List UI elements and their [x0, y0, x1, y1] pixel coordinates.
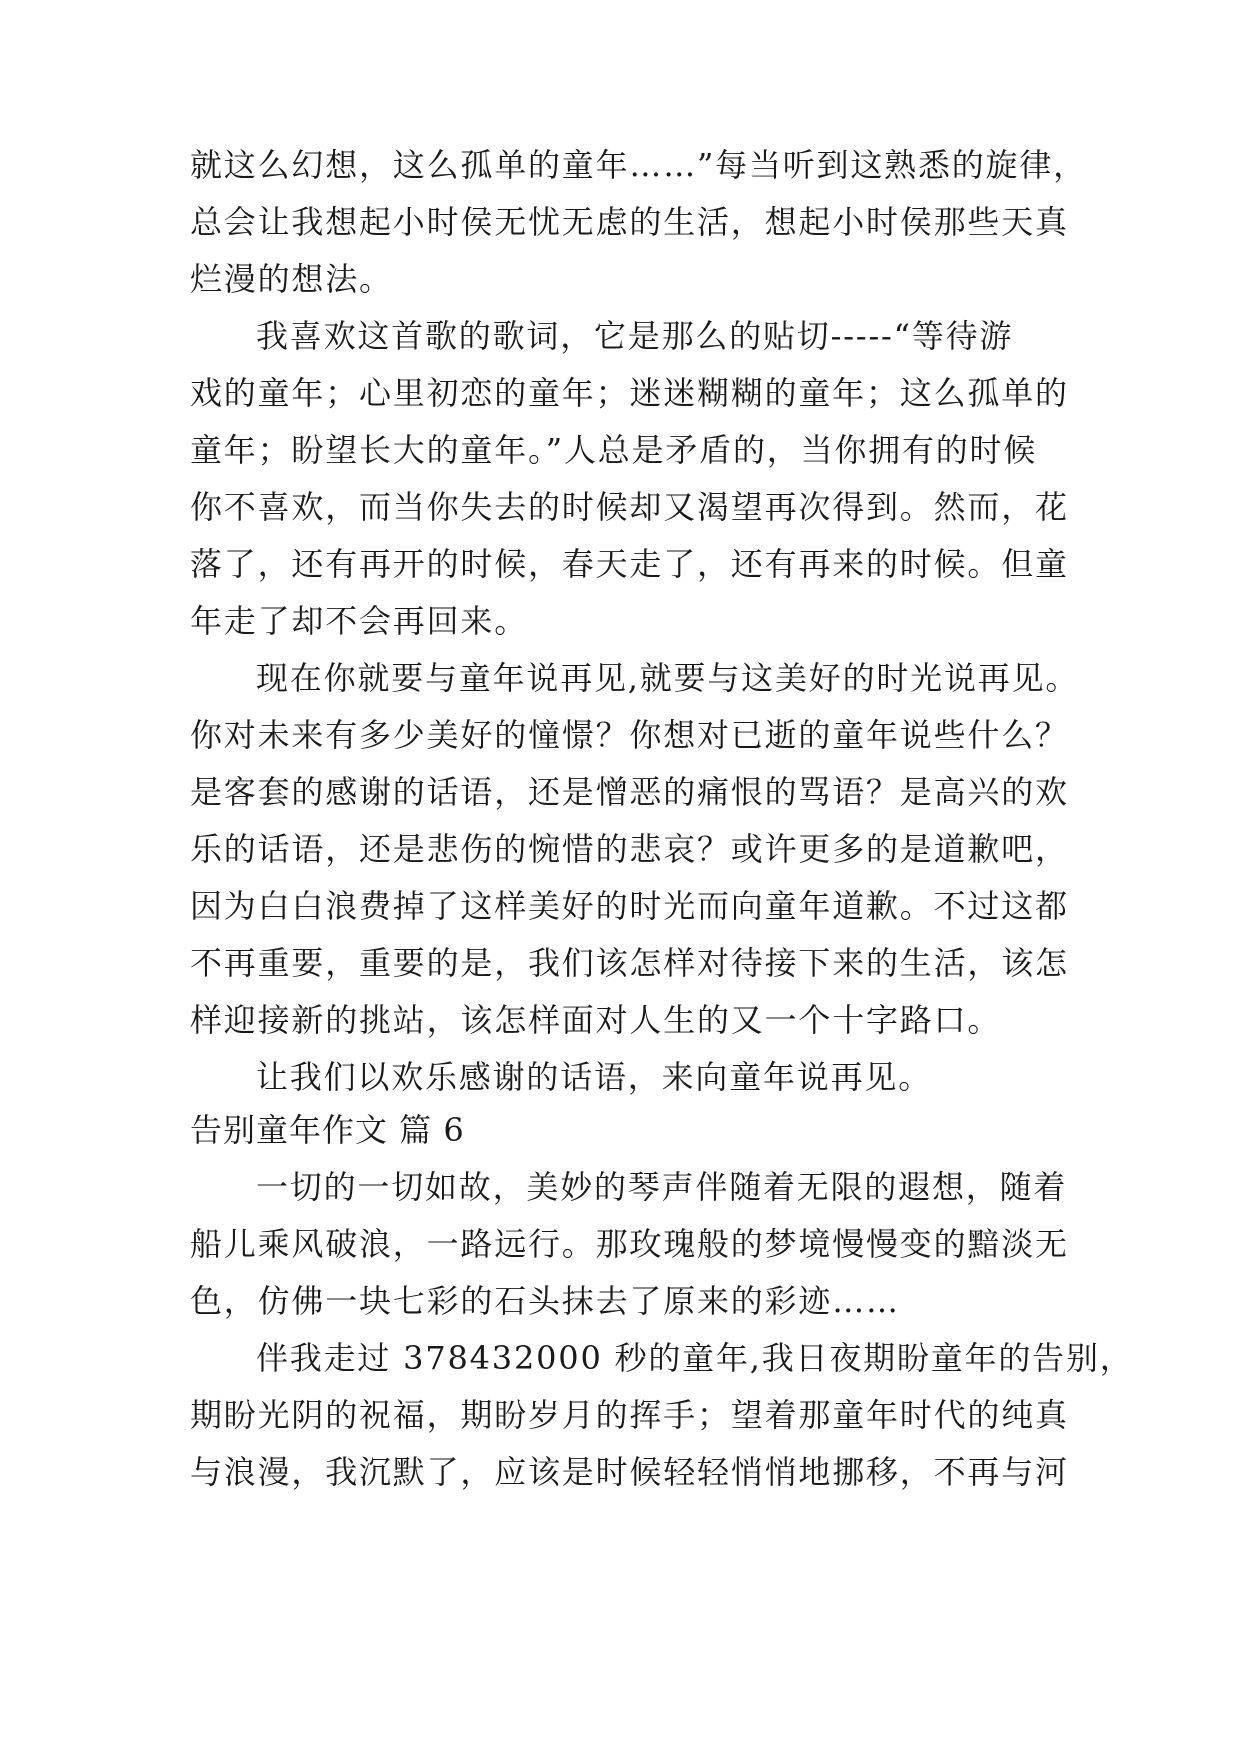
text-line: 色，仿佛一块七彩的石头抹去了原来的彩迹…… [190, 1282, 900, 1320]
text-line: 总会让我想起小时侯无忧无虑的生活，想起小时侯那些天真 [190, 203, 1069, 241]
section-heading: 告别童年作文 篇 6 [190, 1111, 465, 1149]
text-line: 就这么幻想，这么孤单的童年……”每当听到这熟悉的旋律， [190, 146, 1087, 184]
text-line: 因为白白浪费掉了这样美好的时光而向童年道歉。不过这都 [190, 887, 1069, 925]
paragraph-first-line: 我喜欢这首歌的歌词，它是那么的贴切-----“等待游 [256, 317, 1014, 355]
text-line: 你对未来有多少美好的憧憬？你想对已逝的童年说些什么？ [190, 716, 1069, 754]
paragraph-first-line: 让我们以欢乐感谢的话语，来向童年说再见。 [256, 1058, 933, 1096]
text-line: 戏的童年；心里初恋的童年；迷迷糊糊的童年；这么孤单的 [190, 374, 1069, 412]
text-line: 船儿乘风破浪，一路远行。那玫瑰般的梦境慢慢变的黯淡无 [190, 1225, 1069, 1263]
text-line: 年走了却不会再回来。 [190, 602, 529, 640]
text-line: 期盼光阴的祝福，期盼岁月的挥手；望着那童年时代的纯真 [190, 1396, 1069, 1434]
text-line: 你不喜欢，而当你失去的时候却又渴望再次得到。然而，花 [190, 488, 1069, 526]
text-line: 不再重要，重要的是，我们该怎样对待接下来的生活，该怎 [190, 944, 1069, 982]
text-line: 落了，还有再开的时候，春天走了，还有再来的时候。但童 [190, 545, 1069, 583]
text-line: 烂漫的想法。 [190, 260, 393, 298]
paragraph-first-line: 一切的一切如故，美妙的琴声伴随着无限的遐想，随着 [256, 1168, 1068, 1206]
paragraph-first-line: 现在你就要与童年说再见,就要与这美好的时光说再见。 [256, 659, 1080, 697]
text-line: 乐的话语，还是悲伤的惋惜的悲哀？或许更多的是道歉吧， [190, 830, 1069, 868]
text-line: 样迎接新的挑站，该怎样面对人生的又一个十字路口。 [190, 1001, 1002, 1039]
text-line: 童年；盼望长大的童年。”人总是矛盾的，当你拥有的时候 [190, 431, 1038, 469]
text-line: 与浪漫，我沉默了，应该是时候轻轻悄悄地挪移，不再与河 [190, 1453, 1069, 1491]
text-line: 是客套的感谢的话语，还是憎恶的痛恨的骂语？是高兴的欢 [190, 773, 1069, 811]
paragraph-first-line: 伴我走过 378432000 秒的童年,我日夜期盼童年的告别， [256, 1339, 1134, 1377]
